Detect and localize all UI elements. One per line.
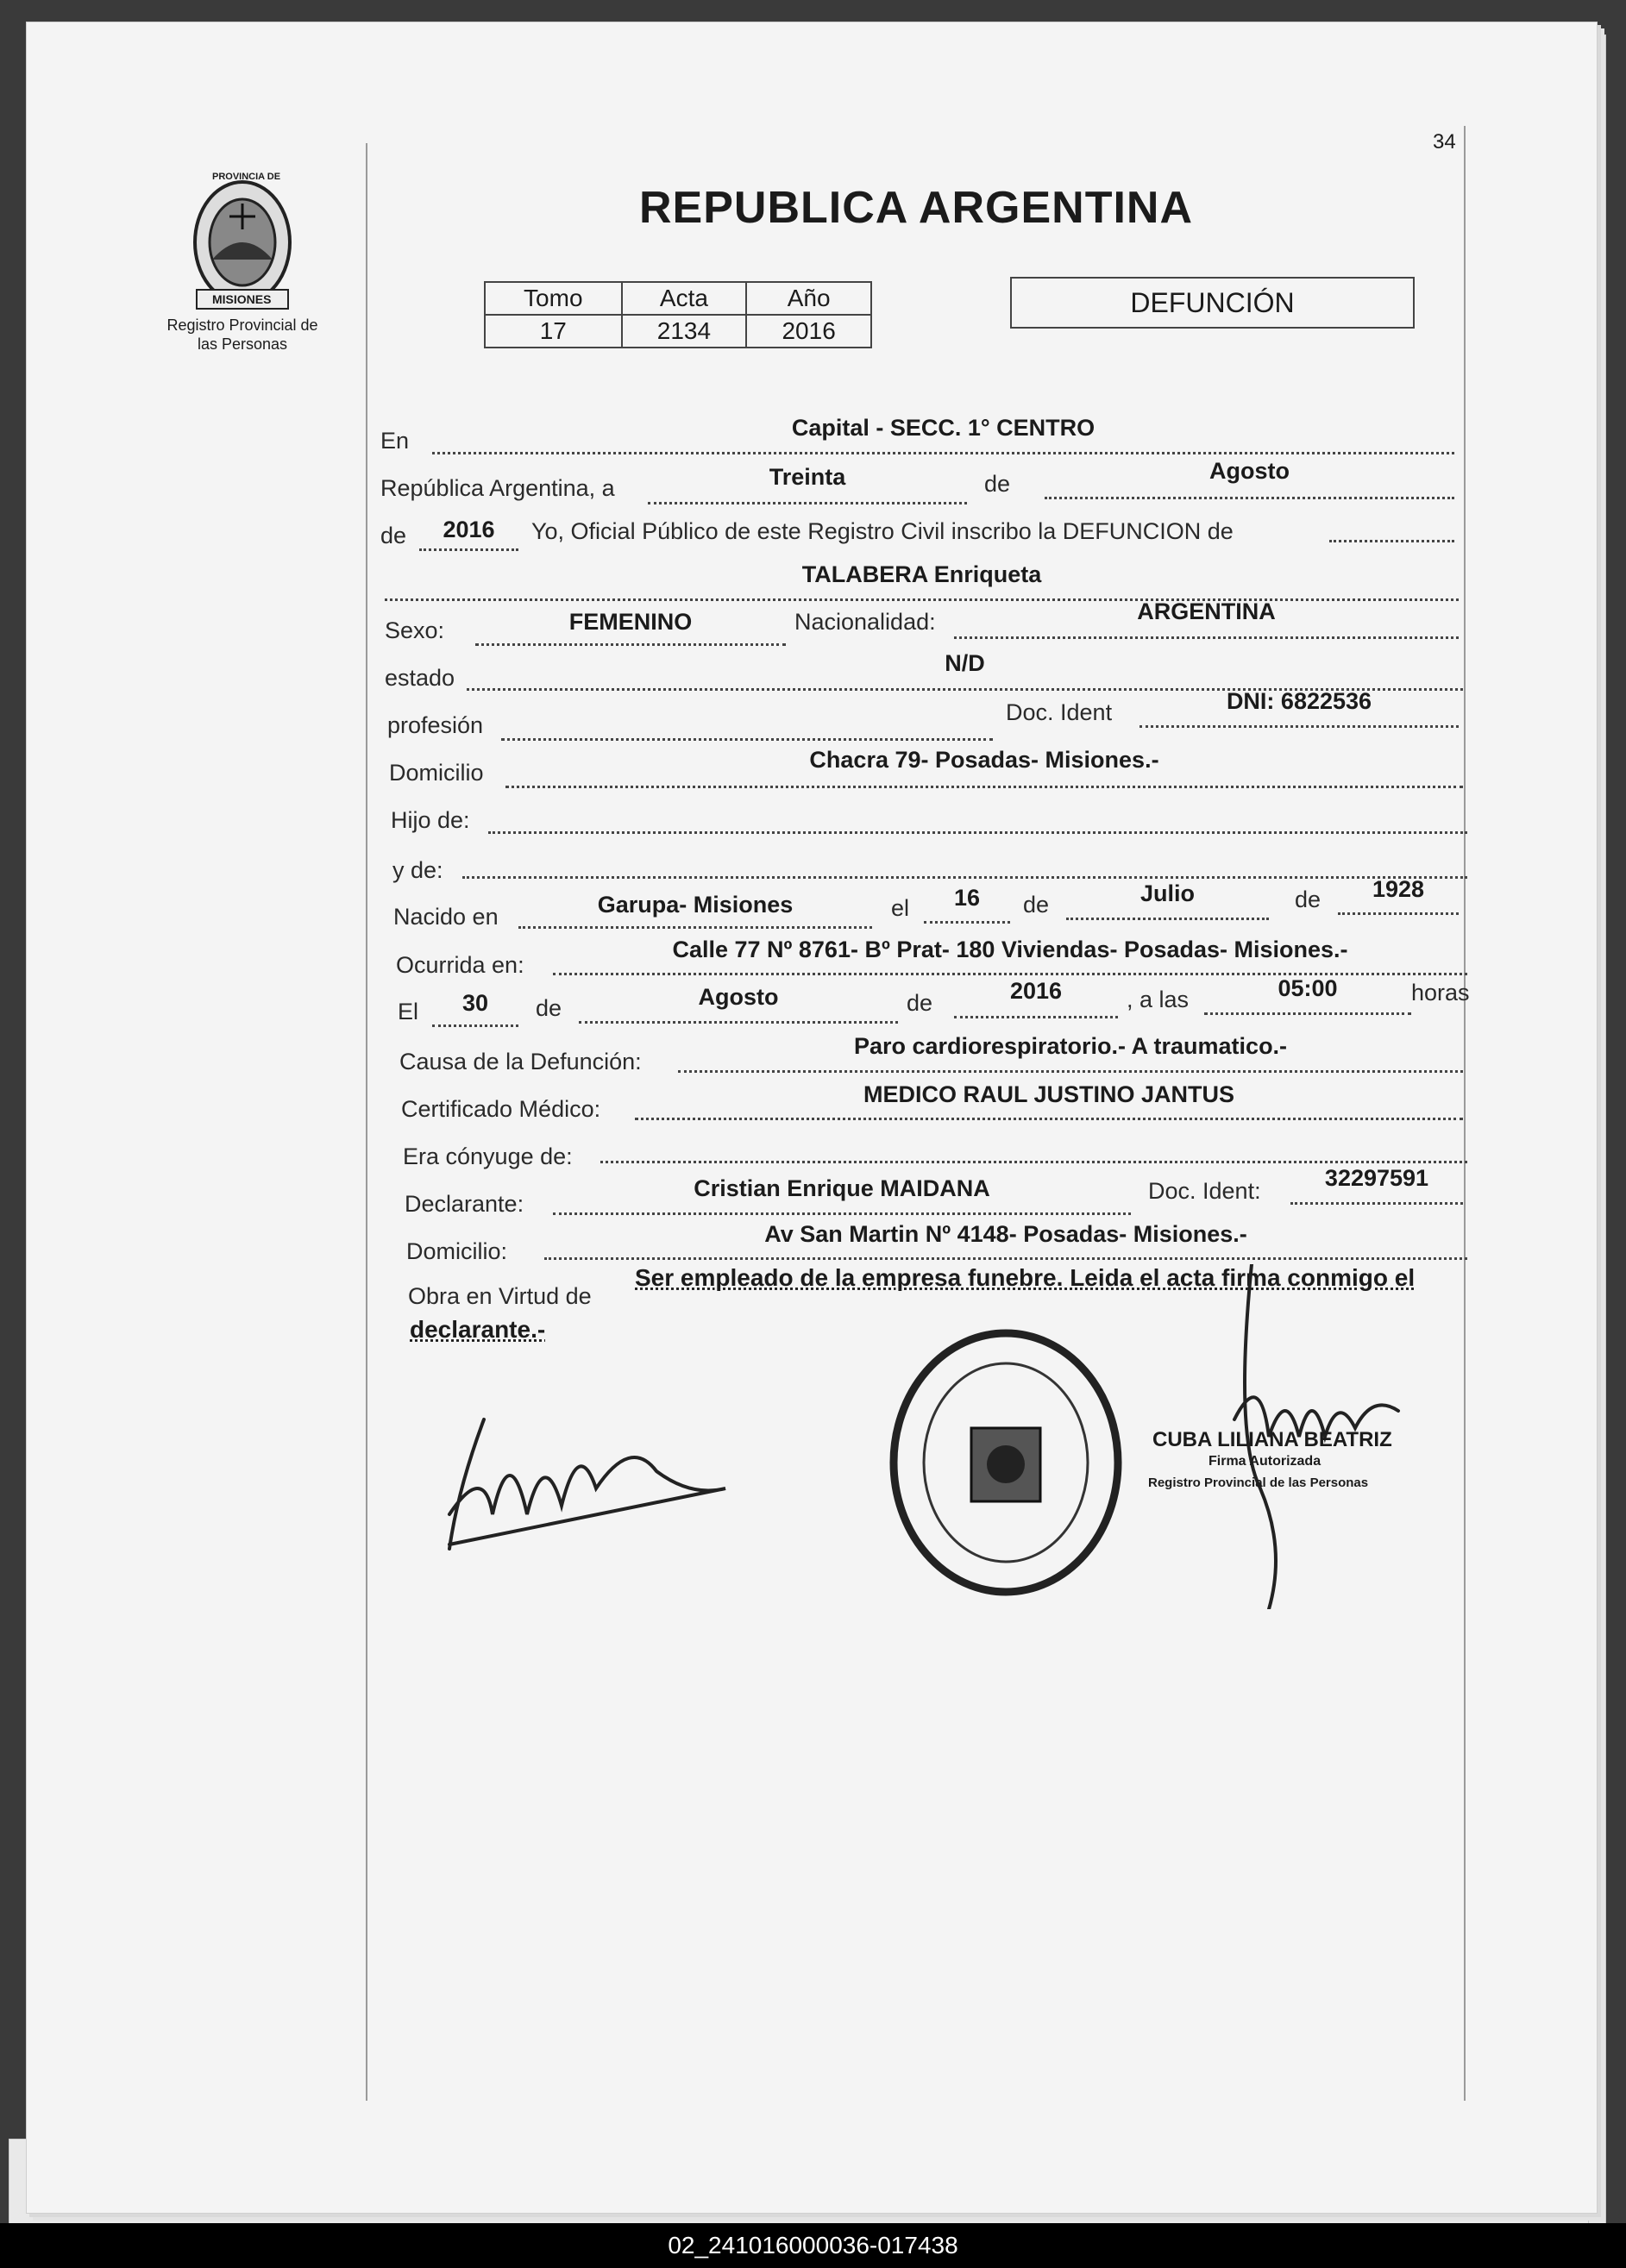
signer-name: CUBA LILIANA BEATRIZ (1152, 1428, 1392, 1451)
label-conyuge: Era cónyuge de: (403, 1143, 573, 1169)
label-certificado: Certificado Médico: (401, 1096, 601, 1122)
label-estado: estado (385, 665, 455, 691)
dotline-profesion (501, 738, 993, 741)
table-value-acta: 2134 (622, 315, 747, 348)
death-certificate-page (26, 22, 1598, 2214)
value-nombre: TALABERA Enriqueta (801, 561, 1042, 587)
label-el: el (891, 895, 910, 921)
dotline-conyuge (600, 1161, 1467, 1163)
label-domicilio2: Domicilio: (406, 1238, 508, 1264)
value-def-hora: 05:00 (1278, 975, 1338, 1001)
dotline-declarante (553, 1212, 1131, 1215)
value-obra-linea2: declarante.- (410, 1316, 546, 1343)
dotline-def-anio (954, 1016, 1118, 1018)
page-number: 34 (1433, 130, 1456, 153)
value-declarante-doc: 32297591 (1324, 1165, 1429, 1191)
image-id-footer: 02_241016000036-017438 (0, 2223, 1626, 2268)
label-republica: República Argentina, a (380, 475, 615, 501)
official-seal (881, 1325, 1131, 1601)
declarant-signature (432, 1385, 751, 1566)
value-ocurrida-en: Calle 77 Nº 8761- Bº Prat- 180 Viviendas- Posadas- Misiones.- (672, 937, 1348, 962)
dotline-hijo-de (488, 831, 1467, 834)
value-nac-mes: Julio (1139, 880, 1195, 906)
logo-text-top: PROVINCIA DE (212, 172, 281, 182)
label-declarante: Declarante: (405, 1191, 524, 1217)
value-domicilio: Chacra 79- Posadas- Misiones.- (809, 747, 1159, 773)
value-nacido-en: Garupa- Misiones (597, 892, 794, 918)
value-nac-dia: 16 (953, 885, 981, 911)
value-dia-texto: Treinta (769, 464, 846, 490)
dotline-causa (678, 1070, 1463, 1073)
label-de-a: de (1023, 892, 1050, 918)
signer-org: Registro Provincial de las Personas (1148, 1475, 1369, 1490)
label-en: En (380, 428, 410, 454)
label-doc-ident2: Doc. Ident: (1148, 1178, 1261, 1204)
table-header-acta: Acta (622, 282, 747, 315)
label-domicilio: Domicilio (389, 760, 484, 786)
dotline-dia (648, 502, 967, 504)
label-doc-ident: Doc. Ident (1006, 699, 1113, 725)
label-hijo-de: Hijo de: (391, 807, 470, 833)
table-value-tomo: 17 (485, 315, 622, 348)
value-anio: 2016 (443, 517, 495, 542)
dotline-nacionalidad (954, 636, 1459, 639)
label-y-de: y de: (392, 857, 443, 883)
label-yo: Yo, Oficial Público de este Registro Civil inscribo la DEFUNCION de (531, 518, 1234, 544)
value-def-mes: Agosto (698, 984, 779, 1010)
value-nacionalidad: ARGENTINA (1137, 598, 1276, 624)
label-causa: Causa de la Defunción: (399, 1049, 642, 1074)
label-de-c: de (536, 995, 562, 1021)
value-estado: N/D (945, 650, 985, 676)
label-ocurrida-en: Ocurrida en: (396, 952, 524, 978)
label-a-las: , a las (1127, 987, 1190, 1012)
dotline-nac-mes (1066, 918, 1269, 920)
table-header-tomo: Tomo (485, 282, 622, 315)
label-el2: El (398, 999, 419, 1024)
dotline-declarante-domicilio (544, 1257, 1467, 1260)
table-header-anio: Año (746, 282, 871, 315)
dotline-nac-dia (924, 921, 1010, 924)
left-margin-line (366, 143, 367, 2101)
dotline-nac-anio (1338, 912, 1459, 915)
value-doc: DNI: 6822536 (1226, 688, 1372, 714)
value-declarante-domicilio: Av San Martin Nº 4148- Posadas- Misiones.- (764, 1221, 1247, 1247)
value-def-dia: 30 (461, 990, 489, 1016)
dotline-lugar (432, 452, 1454, 454)
dotline-def-dia (432, 1024, 518, 1027)
value-declarante: Cristian Enrique MAIDANA (694, 1175, 990, 1201)
table-value-anio: 2016 (746, 315, 871, 348)
label-nacionalidad: Nacionalidad: (794, 609, 936, 635)
value-certificado: MEDICO RAUL JUSTINO JANTUS (863, 1081, 1235, 1107)
label-nacido-en: Nacido en (393, 904, 499, 930)
dotline-y-de (462, 876, 1467, 879)
dotline-anio (419, 548, 518, 551)
document-title: REPUBLICA ARGENTINA (639, 183, 1194, 233)
dotline-mes (1045, 497, 1454, 499)
registry-caption-line1: Registro Provincial de (166, 316, 318, 334)
value-sexo: FEMENINO (568, 609, 693, 635)
record-type-box: DEFUNCIÓN (1010, 277, 1415, 329)
right-margin-line (1464, 126, 1466, 2101)
dotline-nacido-en (518, 926, 872, 929)
dotline-def-hora (1204, 1012, 1411, 1015)
label-de: de (984, 471, 1011, 497)
label-profesion: profesión (387, 712, 484, 738)
label-horas: horas (1411, 980, 1470, 1006)
registry-caption-line2: las Personas (197, 335, 288, 353)
label-de-d: de (907, 990, 933, 1016)
logo-text-bottom: MISIONES (212, 292, 272, 306)
record-table (484, 281, 872, 348)
value-lugar: Capital - SECC. 1° CENTRO (791, 415, 1096, 441)
dotline-yo (1329, 540, 1454, 542)
dotline-def-mes (579, 1021, 898, 1024)
dotline-domicilio (505, 786, 1463, 788)
value-def-anio: 2016 (1009, 978, 1063, 1004)
registry-caption (139, 316, 346, 354)
province-logo (178, 165, 307, 320)
dotline-sexo (475, 643, 786, 646)
value-obra-linea1: Ser empleado de la empresa funebre. Leida el acta firma conmigo el (635, 1264, 1416, 1291)
signer-role: Firma Autorizada (1209, 1454, 1322, 1469)
dotline-declarante-doc (1290, 1202, 1463, 1205)
value-causa: Paro cardiorespiratorio.- A traumatico.- (853, 1033, 1288, 1059)
label-de2: de (380, 523, 407, 548)
label-de-b: de (1295, 887, 1322, 912)
label-obra: Obra en Virtud de (408, 1283, 592, 1309)
label-sexo: Sexo: (385, 617, 445, 643)
dotline-doc (1139, 725, 1459, 728)
value-nac-anio: 1928 (1372, 876, 1425, 902)
dotline-certificado (635, 1118, 1463, 1120)
value-mes: Agosto (1209, 458, 1290, 484)
